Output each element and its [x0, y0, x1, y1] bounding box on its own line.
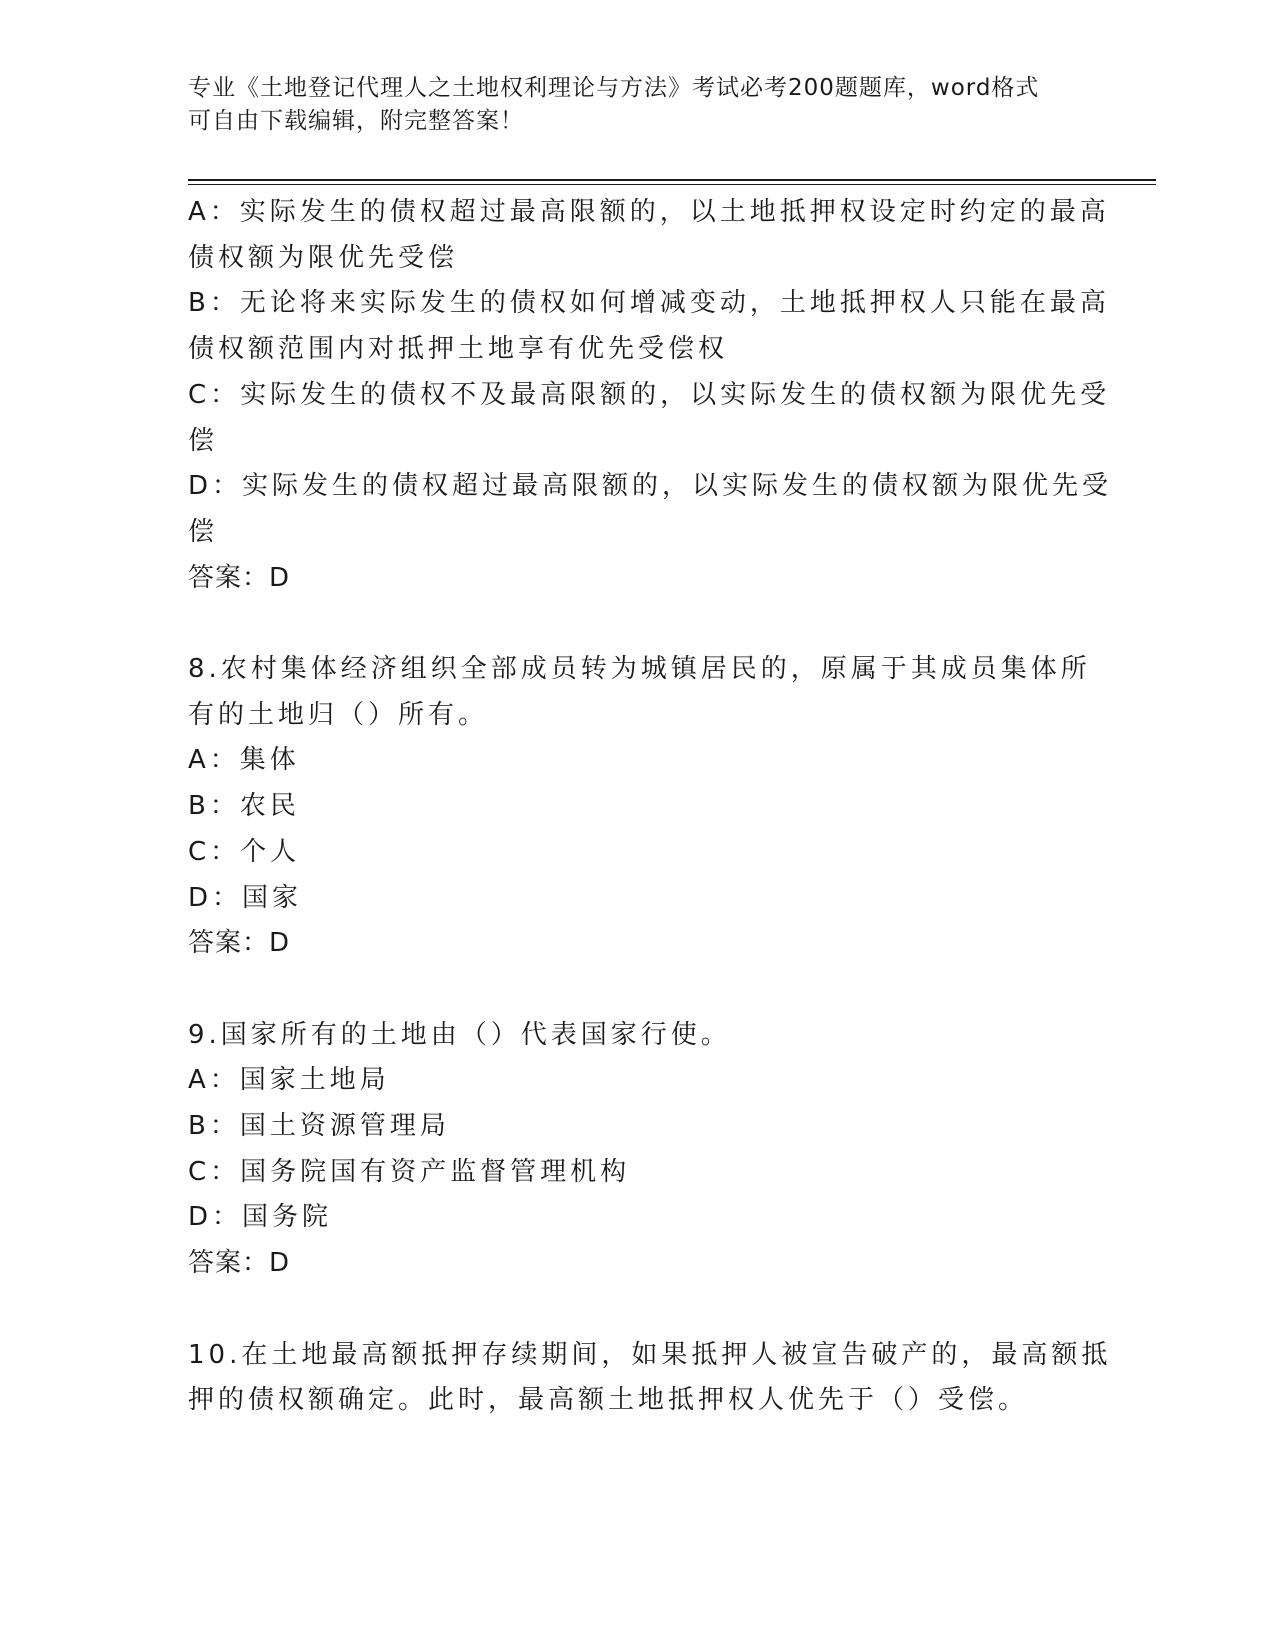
question-stem-line-1: 10.在土地最高额抵押存续期间，如果抵押人被宣告破产的，最高额抵 — [188, 1339, 1112, 1370]
option-c-line-1: C：实际发生的债权不及最高限额的，以实际发生的债权额为限优先受 — [188, 379, 1111, 410]
option-d: D：国务院 — [188, 1202, 333, 1233]
question-10 — [188, 1333, 1112, 1424]
spacer — [188, 601, 1078, 647]
option-d-line-1: D：实际发生的债权超过最高限额的，以实际发生的债权额为限优先受 — [188, 471, 1113, 502]
option-b-line-2: 债权额范围内对抵押土地享有优先受偿权 — [188, 334, 729, 365]
question-stem-line-1: 8.农村集体经济组织全部成员转为城镇居民的，原属于其成员集体所 — [188, 654, 1091, 685]
option-b: B：国土资源管理局 — [188, 1111, 450, 1142]
header-line-2: 可自由下载编辑，附完整答案！ — [188, 108, 524, 134]
question-stem-line-2: 押的债权额确定。此时，最高额土地抵押权人优先于（）受偿。 — [188, 1385, 1029, 1416]
question-stem: 9.国家所有的土地由（）代表国家行使。 — [188, 1019, 731, 1050]
header-divider-thick — [188, 179, 1156, 181]
option-b: B：农民 — [188, 791, 300, 822]
header-divider-thin — [188, 184, 1156, 185]
option-a-line-1: A：实际发生的债权超过最高限额的，以土地抵押权设定时约定的最高 — [188, 197, 1110, 227]
answer-text: 答案：D — [188, 928, 291, 959]
question-list — [188, 190, 1113, 1424]
document-header — [188, 72, 1068, 138]
spacer — [188, 967, 1078, 1013]
question-7 — [188, 190, 1113, 601]
option-d: D：国家 — [188, 882, 303, 913]
question-stem-line-2: 有的土地归（）所有。 — [188, 699, 489, 730]
question-8 — [188, 647, 1091, 967]
option-c: C：个人 — [188, 836, 301, 867]
spacer — [188, 1287, 1078, 1333]
option-c-line-2: 偿 — [188, 425, 219, 456]
option-a: A：国家土地局 — [188, 1065, 390, 1096]
answer-text: 答案：D — [188, 1248, 291, 1279]
answer-text: 答案：D — [188, 562, 291, 593]
option-a: A：集体 — [188, 745, 300, 776]
option-c: C：国务院国有资产监督管理机构 — [188, 1156, 631, 1187]
option-a-line-2: 债权额为限优先受偿 — [188, 242, 459, 273]
option-b-line-1: B：无论将来实际发生的债权如何增减变动，土地抵押权人只能在最高 — [188, 288, 1110, 319]
header-line-1: 专业《土地登记代理人之土地权利理论与方法》考试必考200题题库，word格式 — [188, 75, 1040, 101]
question-9 — [188, 1013, 1078, 1287]
option-d-line-2: 偿 — [188, 516, 219, 547]
